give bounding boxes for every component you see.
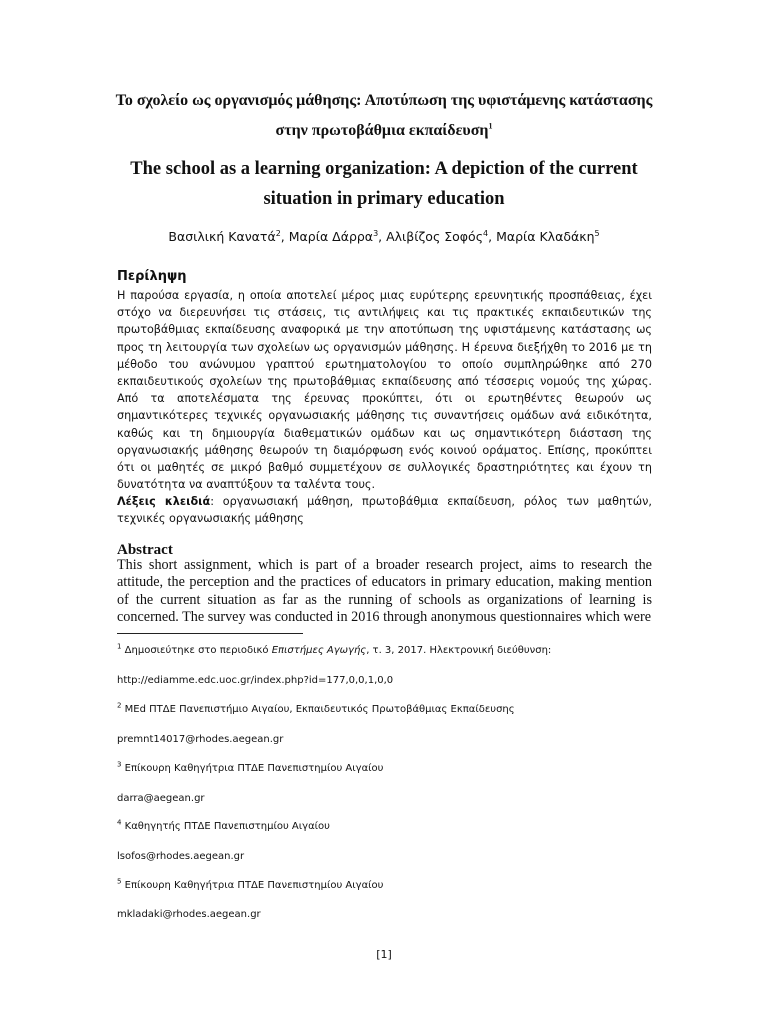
footnote-text: , τ. 3, 2017. Ηλεκτρονική διεύθυνση:: [366, 645, 552, 656]
footnote-separator: [117, 633, 303, 634]
author-footnote-marker: 2: [275, 228, 281, 238]
footnote-marker: 4: [117, 818, 122, 827]
footnote-text: MEd ΠΤΔΕ Πανεπιστήμιο Αιγαίου, Εκπαιδευτικός Πρωτοβάθμιας Εκπαίδευσης: [124, 704, 515, 715]
greek-summary-body: Η παρούσα εργασία, η οποία αποτελεί μέρος μιας ευρύτερης ερευνητικής προσπάθειας, έχει στόχο να διερευνήσει τις στάσεις, τις αντιλήψεις και τις πρακτικές εκπαιδευτικών της πρωτοβάθμιας εκπαίδευσης αναφορικά με την αποτύπωση της υφιστάμενης κατάστασης ως προς τη λειτουργία των σχολείων ως οργανισμών μάθησης. Η έρευνα διεξήχθη το 2016 με τη μέθοδο του ανώνυμου γραπτού ερωτηματολογίου το οποίο συμπληρώθηκε από 270 εκπαιδευτικούς σχολείων της πρωτοβάθμιας εκπαίδευσης από τέσσερις νομούς της χώρας. Από τα αποτελέσματα της έρευνας προκύπτει, ότι οι ερωτηθέντες θεωρούν ως σημαντικότερες τεχνικές οργανωσιακής μάθησης τις συναντήσεις ομάδων ανά ειδικότητα, καθώς και τη δημιουργία διαθεματικών ομάδων και ως σημαντικότερη διάσταση της οργανωσιακής μάθησης θεωρούν τη διαμόρφωση ενός κοινού οράματος. Επίσης, προκύπτει ότι οι μαθητές σε μικρό βαθμό συμμετέχουν σε συλλογικές δραστηριότητες και έχουν τη δυνατότητα να αναπτύξουν τα ταλέντα τους.: [117, 289, 652, 492]
footnote-text: Επίκουρη Καθηγήτρια ΠΤΔΕ Πανεπιστημίου Αιγαίου: [124, 880, 384, 891]
footnote-2: [117, 703, 677, 717]
footnote-text: Επίκουρη Καθηγήτρια ΠΤΔΕ Πανεπιστημίου Αιγαίου: [124, 763, 384, 774]
author-name: Μαρία Κλαδάκη: [496, 229, 595, 244]
author-name: Αλιβίζος Σοφός: [386, 229, 484, 244]
footnote-marker: 5: [117, 877, 122, 886]
footnote-5: [117, 879, 677, 893]
author-name: Μαρία Δάρρα: [288, 229, 374, 244]
footnote-2-email[interactable]: premnt14017@rhodes.aegean.gr: [117, 734, 284, 745]
footnote-4: [117, 820, 677, 834]
author-footnote-marker: 4: [483, 228, 489, 238]
footnote-marker: 1: [117, 642, 122, 651]
greek-summary-heading: Περίληψη: [117, 269, 187, 284]
abstract-heading: Abstract: [117, 542, 173, 558]
keywords-text: : οργανωσιακή μάθηση, πρωτοβάθμια εκπαίδευση, ρόλος των μαθητών, τεχνικές οργανωσιακής μάθησης: [117, 495, 652, 526]
author-footnote-marker: 5: [594, 228, 600, 238]
footnote-3-email[interactable]: darra@aegean.gr: [117, 793, 205, 804]
title-footnote-marker: 1: [488, 121, 493, 131]
page-number: [1]: [376, 948, 392, 961]
keywords-label: Λέξεις κλειδιά: [117, 495, 211, 508]
footnote-5-email[interactable]: mkladaki@rhodes.aegean.gr: [117, 909, 261, 920]
author-name: Βασιλική Κανατά: [168, 229, 276, 244]
greek-title: [100, 86, 668, 146]
footnote-marker: 3: [117, 760, 122, 769]
keywords: [117, 493, 652, 528]
footnote-text: Δημοσιεύτηκε στο περιοδικό: [124, 645, 272, 656]
author-list: Βασιλική Κανατά$^2$, Μαρία Δάρρα$^3$, Αλιβίζος Σοφός$^4$, Μαρία Κλαδάκη$^5$: [168, 228, 600, 244]
footnote-1-url[interactable]: http://ediamme.edc.uoc.gr/index.php?id=177,0,0,1,0,0: [117, 675, 394, 686]
footnote-text: Καθηγητής ΠΤΔΕ Πανεπιστημίου Αιγαίου: [124, 821, 330, 832]
footnote-1: [117, 644, 677, 658]
greek-title-text: Το σχολείο ως οργανισμός μάθησης: Αποτύπωση της υφιστάμενης κατάστασης στην πρωτοβάθμια εκπαίδευση: [115, 92, 653, 139]
footnote-4-email[interactable]: lsofos@rhodes.aegean.gr: [117, 851, 245, 862]
abstract-body: This short assignment, which is part of a broader research project, aims to research the attitude, the perception and the practices of educators in primary education, making mention of the current situation as far as the running of schools as organizations of learning is concerned. The survey was conducted in 2016 through anonymous questionnaires which were: [117, 557, 652, 625]
author-footnote-marker: 3: [373, 228, 379, 238]
footnote-marker: 2: [117, 701, 122, 710]
journal-name: Επιστήμες Αγωγής: [271, 645, 367, 656]
footnote-3: [117, 762, 677, 776]
english-title: The school as a learning organization: A depiction of the current situation in primary education: [130, 159, 638, 209]
